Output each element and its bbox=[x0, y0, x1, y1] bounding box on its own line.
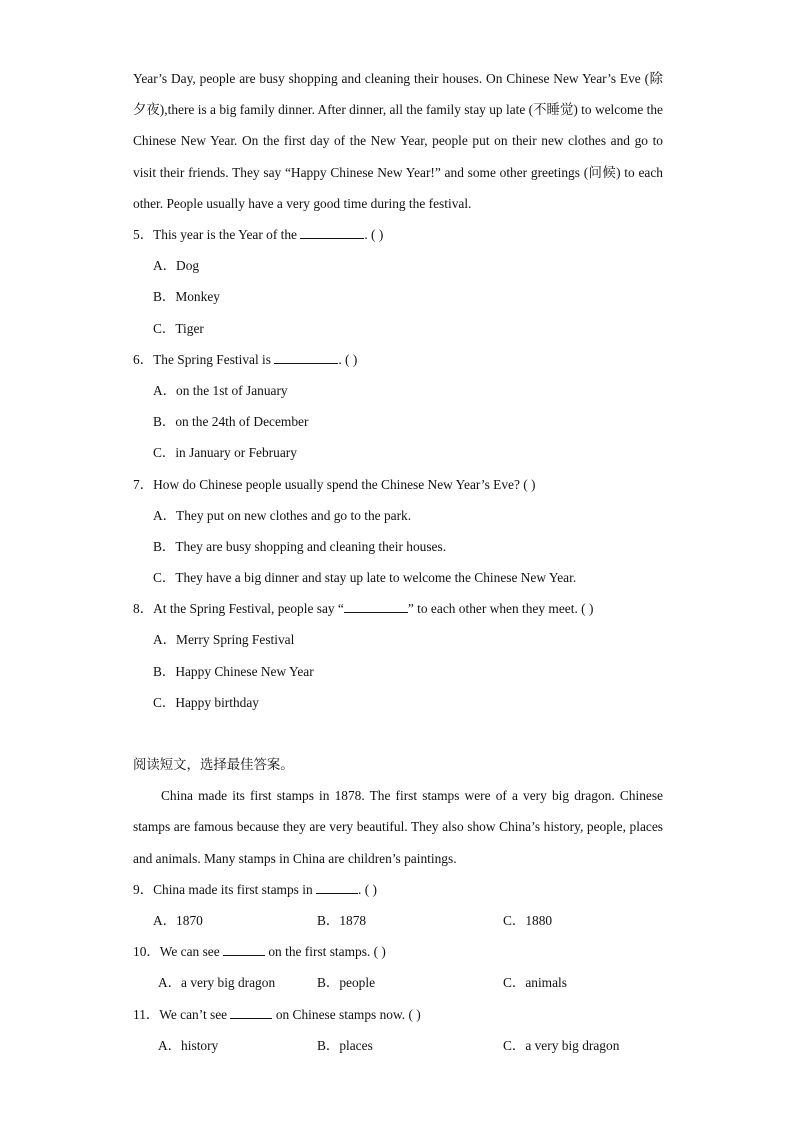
question-stem-end: . ( ) bbox=[358, 881, 377, 897]
question-6 bbox=[133, 344, 663, 375]
question-stem-end: on Chinese stamps now. ( ) bbox=[272, 1006, 421, 1022]
option-c: C．1880 bbox=[503, 913, 553, 928]
answer-blank bbox=[316, 879, 358, 894]
question-stem: 9．China made its first stamps in bbox=[133, 881, 316, 897]
options-row bbox=[133, 1030, 663, 1061]
question-9 bbox=[133, 874, 663, 905]
passage-1: Year’s Day, people are busy shopping and cleaning their houses. On Chinese New Year’s Eve (除夕夜),there is a big family dinner. After dinner, all the family stay up late (不睡觉) to welcome the Chinese New Year. On the first day of the New Year, people put on their new clothes and go to visit their friends. They say “Happy Chinese New Year!” and some other greetings (问候) to each other. People usually have a very good time during the festival. bbox=[133, 71, 663, 211]
option-b: B．Monkey bbox=[153, 289, 220, 305]
question-stem-end: on the first stamps. ( ) bbox=[265, 944, 386, 960]
option-a: A．They put on new clothes and go to the park. bbox=[153, 507, 412, 523]
question-stem-end: . ( ) bbox=[364, 227, 384, 243]
option-b: B．people bbox=[317, 975, 376, 991]
answer-blank bbox=[230, 1004, 272, 1019]
document-page bbox=[133, 63, 663, 1061]
option-c: C．animals bbox=[503, 975, 567, 991]
answer-blank bbox=[344, 598, 408, 613]
option-a: A．Dog bbox=[153, 258, 200, 274]
question-stem: 8．At the Spring Festival, people say “ bbox=[133, 601, 344, 617]
passage-2: China made its first stamps in 1878. The first stamps were of a very big dragon. Chinese stamps are famous because they are very beautiful. They also show China’s history, people, places and animals. Many stamps in China are children’s paintings. bbox=[133, 788, 663, 866]
options-row bbox=[133, 905, 663, 936]
option-a: A．1870 bbox=[153, 913, 203, 928]
option-c: C．a very big dragon bbox=[503, 1037, 620, 1053]
question-stem: 10．We can see bbox=[133, 944, 224, 960]
option-a: A．on the 1st of January bbox=[153, 382, 288, 398]
option-b: B．They are busy shopping and cleaning their houses. bbox=[153, 538, 447, 554]
question-stem: 11．We can’t see bbox=[133, 1006, 231, 1022]
answer-blank bbox=[300, 224, 364, 239]
question-8 bbox=[133, 593, 663, 624]
question-stem: 6．The Spring Festival is bbox=[133, 351, 275, 367]
option-a: A．history bbox=[158, 1037, 219, 1053]
question-7 bbox=[133, 469, 663, 500]
option-b: B．1878 bbox=[317, 913, 367, 928]
question-stem: 5．This year is the Year of the bbox=[133, 227, 301, 243]
question-11 bbox=[133, 999, 663, 1030]
options-row bbox=[133, 967, 663, 998]
question-stem: 7．How do Chinese people usually spend the Chinese New Year’s Eve? ( ) bbox=[133, 476, 536, 492]
option-a: A．a very big dragon bbox=[158, 975, 276, 991]
question-10 bbox=[133, 936, 663, 967]
answer-blank bbox=[223, 941, 265, 956]
option-c: C．in January or February bbox=[153, 445, 297, 461]
option-b: B．places bbox=[317, 1037, 373, 1053]
question-stem-end: . ( ) bbox=[338, 351, 358, 367]
option-c: C．Tiger bbox=[153, 320, 204, 336]
option-a: A．Merry Spring Festival bbox=[153, 632, 295, 648]
question-stem-end: ” to each other when they meet. ( ) bbox=[407, 601, 594, 617]
answer-blank bbox=[274, 349, 338, 364]
section-instruction: 阅读短文，选择最佳答案。 bbox=[133, 757, 294, 773]
option-b: B．on the 24th of December bbox=[153, 414, 309, 430]
option-b: B．Happy Chinese New Year bbox=[153, 663, 314, 679]
option-c: C．They have a big dinner and stay up late to welcome the Chinese New Year. bbox=[153, 570, 577, 586]
question-5 bbox=[133, 219, 663, 250]
option-c: C．Happy birthday bbox=[153, 694, 259, 710]
